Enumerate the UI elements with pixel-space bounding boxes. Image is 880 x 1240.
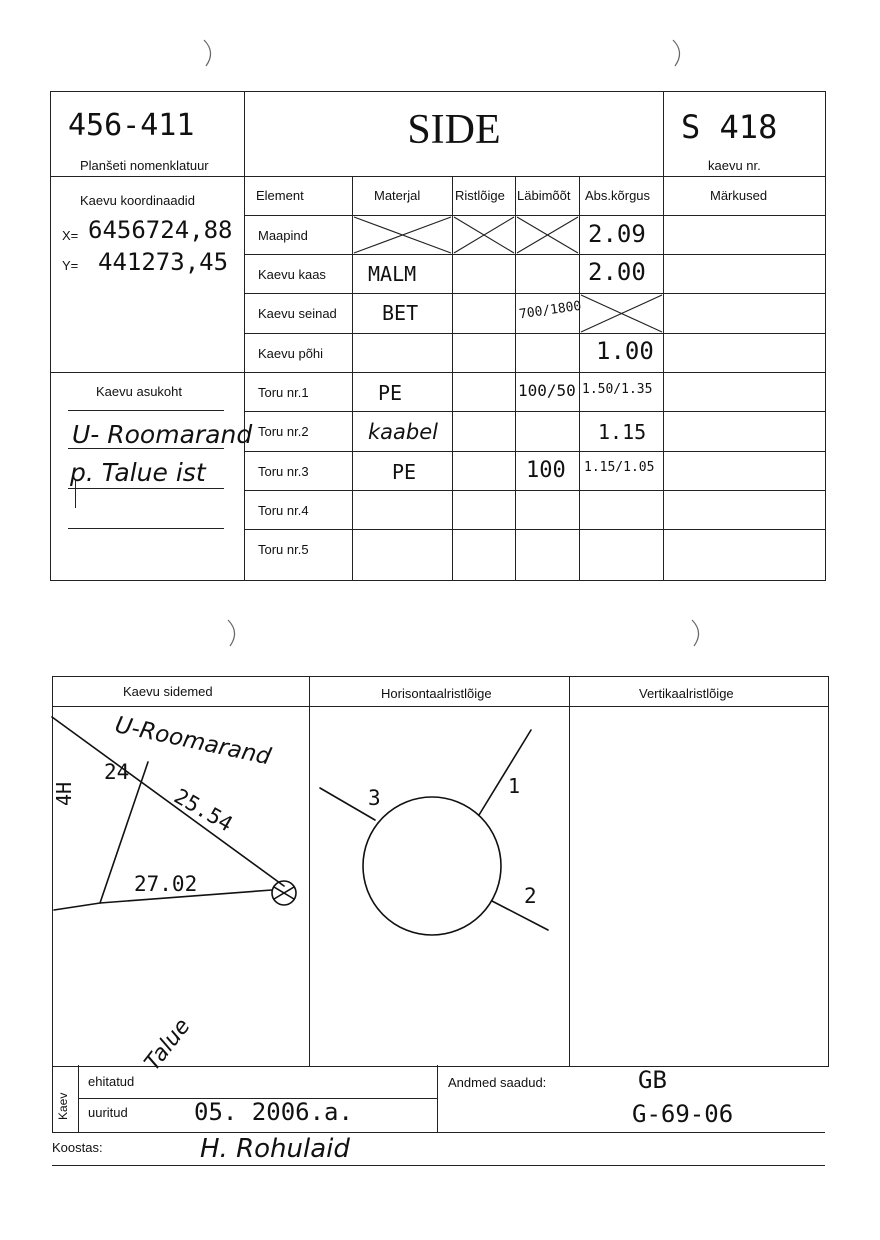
kaev-label: Kaev [56,1092,70,1120]
sketch-dist-c: 27.02 [134,872,198,896]
location-line-2: p. Talue ist [70,458,206,487]
andmed-value-2: G-69-06 [632,1100,734,1128]
pipe-2-line [492,901,548,930]
abs-toru-2: 1.15 [598,420,647,444]
row-label-toru-5: Toru nr.5 [258,542,309,557]
row-label-kaevu-seinad: Kaevu seinad [258,306,337,321]
andmed-value-1: GB [638,1066,667,1094]
uuritud-label: uuritud [88,1105,128,1120]
andmed-label: Andmed saadud: [448,1075,547,1090]
pipe-3-line [320,788,375,820]
abs-maapind: 2.09 [588,220,646,248]
x-coordinate: 6456724,88 [88,216,233,244]
col-title-vertikaal: Vertikaalristlõige [639,686,734,701]
col-header-element: Element [256,188,304,203]
col-header-labimoot: Läbimõõt [517,188,571,203]
sheet-number: 456-411 [68,108,195,143]
sketch-dist-a: 24 [104,760,130,784]
labimoot-kaevu-seinad: 700/1800 [518,298,583,323]
abs-toru-1: 1.50/1.35 [582,382,653,397]
materjal-kaevu-kaas: MALM [368,262,417,286]
sketch-side-label: 4H [52,781,76,806]
sheet-label: Planšeti nomenklatuur [80,158,209,173]
abs-kaevu-kaas: 2.00 [588,258,646,286]
row-label-toru-4: Toru nr.4 [258,503,309,518]
y-coordinate: 441273,45 [98,248,229,276]
col-header-ristloige: Ristlõige [455,188,505,203]
row-label-toru-2: Toru nr.2 [258,424,309,439]
well-circle [363,797,501,935]
abs-toru-3: 1.15/1.05 [584,460,655,475]
row-label-kaevu-kaas: Kaevu kaas [258,267,326,282]
materjal-toru-2: kaabel [368,420,438,444]
location-label: Kaevu asukoht [96,384,183,399]
col-title-sidemed: Kaevu sidemed [123,684,213,699]
col-title-horisontaal: Horisontaalristlõige [381,686,492,701]
sketch-road-label: U-Roomarand [112,712,274,771]
materjal-kaevu-seinad: BET [382,301,419,325]
uuritud-value: 05. 2006.a. [194,1098,353,1126]
koostas-label: Koostas: [52,1140,103,1155]
location-line-1: U- Roomarand [72,420,253,449]
abs-kaevu-pohi: 1.00 [596,337,654,365]
materjal-toru-3: PE [392,460,417,484]
pipe-1-number: 1 [508,774,521,798]
row-label-kaevu-pohi: Kaevu põhi [258,346,324,361]
pipe-3-number: 3 [368,786,381,810]
col-header-materjal: Materjal [374,188,421,203]
ehitatud-label: ehitatud [88,1074,135,1089]
row-label-toru-1: Toru nr.1 [258,385,309,400]
well-label: kaevu nr. [708,158,761,173]
pipe-1-line [479,730,531,815]
labimoot-toru-3: 100 [526,458,566,483]
y-prefix: Y= [62,258,79,273]
x-prefix: X= [62,228,79,243]
pipe-2-number: 2 [524,884,537,908]
row-label-toru-3: Toru nr.3 [258,464,309,479]
koostas-value: H. Rohulaid [200,1134,350,1164]
sketch-bottom-label: Talue [140,1014,196,1076]
col-header-abs-korgus: Abs.kõrgus [585,188,651,203]
well-number: S 418 [681,108,778,146]
materjal-toru-1: PE [378,381,403,405]
row-label-maapind: Maapind [258,228,308,243]
col-header-markused: Märkused [710,188,768,203]
coordinates-label: Kaevu koordinaadid [80,193,195,208]
page-title: SIDE [407,107,501,153]
labimoot-toru-1: 100/50 [518,381,576,400]
sketch-dist-b: 25.54 [170,784,237,837]
